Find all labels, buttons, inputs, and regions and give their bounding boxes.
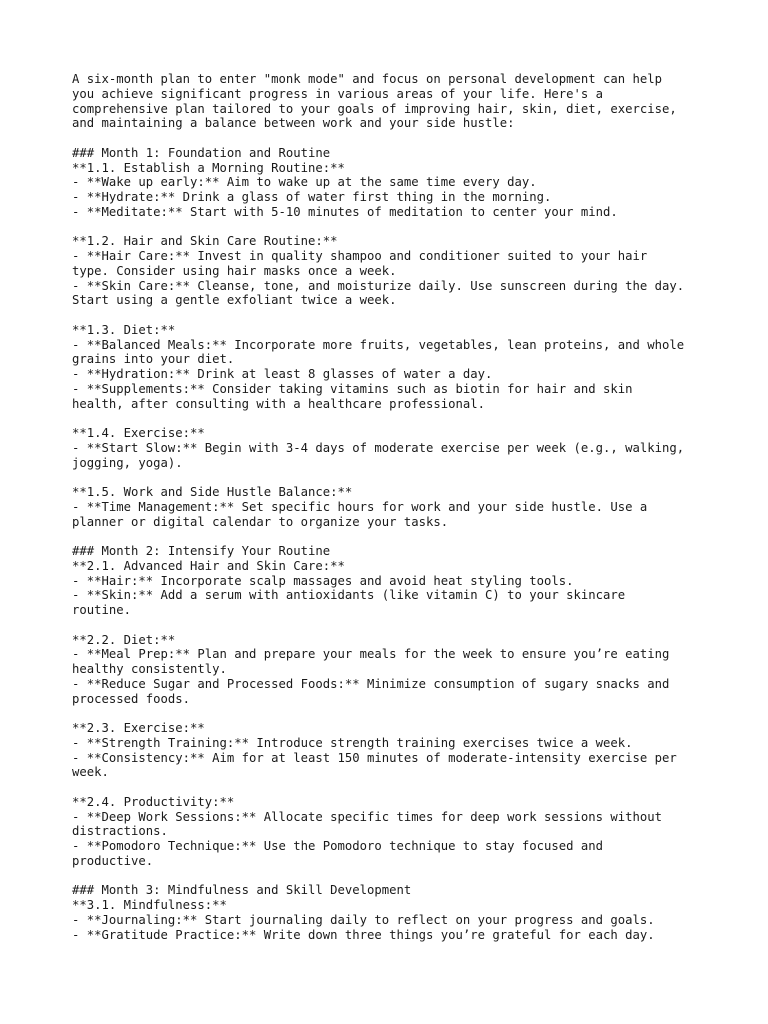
list-item: - **Journaling:** Start journaling daily to reflect on your progress and goals. xyxy=(72,912,655,927)
subsection-heading: **3.1. Mindfulness:** xyxy=(72,898,227,912)
text-line: comprehensive plan tailored to your goals of improving hair, skin, diet, exercise, xyxy=(72,101,677,116)
list-item: - **Skin Care:** Cleanse, tone, and moisturize daily. Use sunscreen during the day. xyxy=(72,278,685,293)
list-item: - **Meal Prep:** Plan and prepare your meals for the week to ensure you’re eating xyxy=(72,647,670,662)
list-item: - **Skin:** Add a serum with antioxidants (like vitamin C) to your skincare xyxy=(72,588,626,603)
text-line: health, after consulting with a healthcare professional. xyxy=(72,396,486,411)
text-line: distractions. xyxy=(72,824,168,839)
list-item: - **Strength Training:** Introduce strength training exercises twice a week. xyxy=(72,735,633,750)
blank-line xyxy=(72,529,712,544)
list-item: - **Time Management:** Set specific hours for work and your side hustle. Use a xyxy=(72,499,648,514)
text-line: healthy consistently. xyxy=(72,662,227,676)
text-line: Start using a gentle exfoliant twice a week. xyxy=(72,293,397,308)
subsection-heading: **1.5. Work and Side Hustle Balance:** xyxy=(72,485,353,499)
blank-line xyxy=(72,780,712,795)
list-item: - **Wake up early:** Aim to wake up at the same time every day. xyxy=(72,175,537,190)
text-line: grains into your diet. xyxy=(72,352,235,367)
blank-line xyxy=(72,470,712,485)
text-line: you achieve significant progress in various areas of your life. Here's a xyxy=(72,86,604,101)
list-item: - **Meditate:** Start with 5-10 minutes of meditation to center your mind. xyxy=(72,204,618,219)
document-body xyxy=(72,72,712,942)
subsection-heading: **2.3. Exercise:** xyxy=(72,721,205,735)
list-item: - **Pomodoro Technique:** Use the Pomodoro technique to stay focused and xyxy=(72,839,604,853)
list-item: - **Start Slow:** Begin with 3-4 days of moderate exercise per week (e.g., walking, xyxy=(72,440,685,455)
blank-line xyxy=(72,411,712,426)
text-line: routine. xyxy=(72,603,132,617)
text-line: A six-month plan to enter "monk mode" and focus on personal development can help xyxy=(72,72,663,86)
list-item: - **Hair Care:** Invest in quality shampoo and conditioner suited to your hair xyxy=(72,249,648,263)
subsection-heading: **1.4. Exercise:** xyxy=(72,426,205,440)
list-item: - **Hydrate:** Drink a glass of water first thing in the morning. xyxy=(72,190,552,204)
list-item: - **Deep Work Sessions:** Allocate specific times for deep work sessions without xyxy=(72,809,663,824)
text-line: week. xyxy=(72,765,109,780)
blank-line xyxy=(72,131,712,146)
section-heading: ### Month 1: Foundation and Routine xyxy=(72,145,331,160)
list-item: - **Gratitude Practice:** Write down three things you’re grateful for each day. xyxy=(72,927,655,942)
blank-line xyxy=(72,220,712,235)
section-heading: ### Month 3: Mindfulness and Skill Development xyxy=(72,883,412,898)
text-line: processed foods. xyxy=(72,691,191,706)
section-heading: ### Month 2: Intensify Your Routine xyxy=(72,544,331,558)
text-line: productive. xyxy=(72,853,154,868)
text-line: planner or digital calendar to organize your tasks. xyxy=(72,514,449,529)
blank-line xyxy=(72,706,712,721)
subsection-heading: **1.3. Diet:** xyxy=(72,322,176,337)
list-item: - **Hair:** Incorporate scalp massages and avoid heat styling tools. xyxy=(72,573,574,588)
subsection-heading: **2.1. Advanced Hair and Skin Care:** xyxy=(72,558,345,573)
list-item: - **Supplements:** Consider taking vitamins such as biotin for hair and skin xyxy=(72,381,633,396)
subsection-heading: **1.1. Establish a Morning Routine:** xyxy=(72,160,345,175)
blank-line xyxy=(72,869,712,884)
text-line: jogging, yoga). xyxy=(72,455,183,470)
list-item: - **Consistency:** Aim for at least 150 minutes of moderate-intensity exercise per xyxy=(72,750,677,765)
text-line: and maintaining a balance between work and your side hustle: xyxy=(72,116,515,131)
subsection-heading: **2.2. Diet:** xyxy=(72,632,176,647)
text-line: type. Consider using hair masks once a week. xyxy=(72,263,397,278)
list-item: - **Hydration:** Drink at least 8 glasses of water a day. xyxy=(72,367,493,381)
blank-line xyxy=(72,618,712,633)
list-item: - **Reduce Sugar and Processed Foods:** Minimize consumption of sugary snacks and xyxy=(72,676,670,691)
blank-line xyxy=(72,308,712,323)
subsection-heading: **2.4. Productivity:** xyxy=(72,794,235,809)
list-item: - **Balanced Meals:** Incorporate more fruits, vegetables, lean proteins, and whole xyxy=(72,337,685,352)
subsection-heading: **1.2. Hair and Skin Care Routine:** xyxy=(72,234,338,249)
